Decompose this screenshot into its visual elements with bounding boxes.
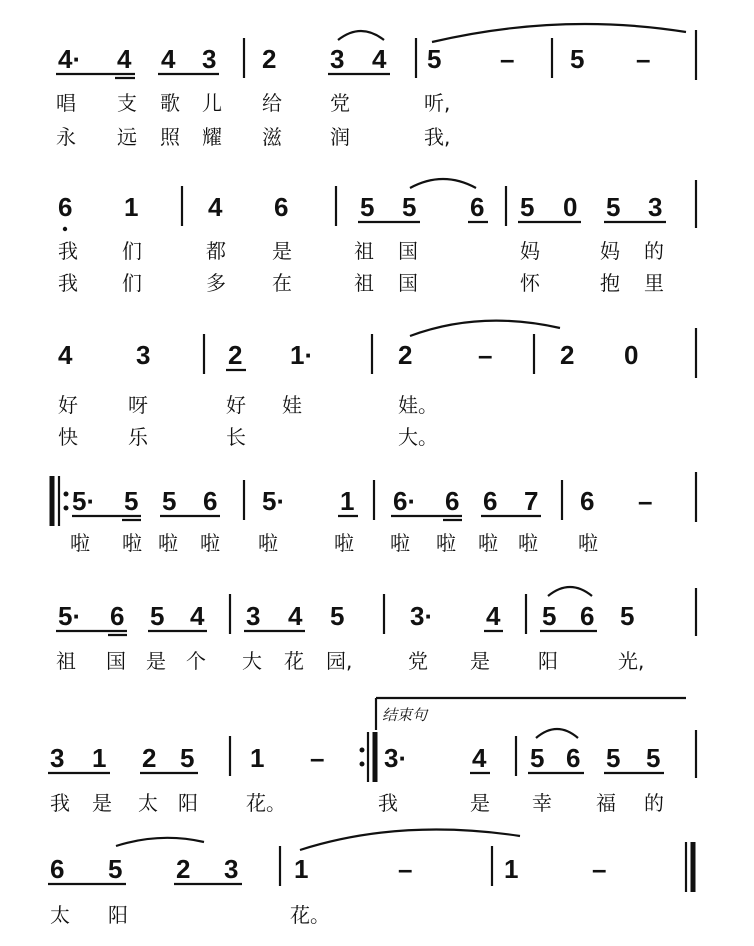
note: 5· [58,601,82,631]
lyric: 滋 [262,125,282,149]
score-row-7 [48,830,693,927]
note: – [310,743,325,773]
note: 4 [372,44,387,74]
lyric: 里 [644,271,664,295]
note: 6 [58,192,73,222]
lyric: 妈 [520,239,540,263]
slur [300,830,520,850]
lyric: 是 [272,239,292,263]
note: 6 [470,192,485,222]
note: – [398,854,413,884]
slur [116,838,204,846]
lyric: 啦 [70,531,90,555]
note: 4· [58,44,82,74]
note: 5 [520,192,535,222]
note: 4 [117,44,132,74]
note: 6 [580,601,595,631]
note: 5 [330,601,345,631]
note: 5 [108,854,123,884]
slur [410,321,560,336]
lyric: 花。 [246,791,286,815]
lyric: 我 [58,239,78,263]
note: 3 [224,854,239,884]
lyric: 我 [378,791,398,815]
note: 1 [340,486,355,516]
note: 6 [483,486,498,516]
repeat-dot [64,506,69,511]
note: 6 [203,486,218,516]
note: 5 [646,743,661,773]
note: – [478,340,493,370]
note: 5 [427,44,442,74]
note: – [500,44,515,74]
lyric: 多 [206,271,226,295]
note: 5 [180,743,195,773]
lyric: 啦 [390,531,410,555]
note: – [638,486,653,516]
note: 4 [161,44,176,74]
note: 6 [445,486,460,516]
note: 2 [142,743,157,773]
lyric: 幸 [532,791,552,815]
note: 5 [162,486,177,516]
note: 6 [274,192,289,222]
note: 7 [524,486,539,516]
lyric: 啦 [122,531,142,555]
score-row-1 [56,24,696,149]
lyric: 太 [138,791,158,815]
lyric: 耀 [202,125,222,149]
note: 3 [330,44,345,74]
lyric: 大 [242,649,262,673]
lyric: 给 [262,91,282,115]
slur [536,729,578,738]
lyric: 花 [284,649,304,673]
lyric: 支 [117,91,137,115]
lyric: 照 [160,125,180,149]
lyric: 啦 [258,531,278,555]
lyric: 呀 [128,393,148,417]
lyric: 啦 [436,531,456,555]
note: 5 [150,601,165,631]
note: 4 [58,340,73,370]
lyric: 花。 [290,903,330,927]
note: 5· [262,486,286,516]
note: 6 [566,743,581,773]
ending-marking: 结束句 [382,706,428,724]
lyric: 祖 [354,271,374,295]
lyric: 啦 [518,531,538,555]
slur [410,179,476,188]
lyric: 啦 [578,531,598,555]
repeat-dot [360,762,365,767]
note: 5 [402,192,417,222]
note: 5 [606,192,621,222]
lyric: 啦 [158,531,178,555]
note: 1 [294,854,309,884]
note: 5 [530,743,545,773]
lyric: 光, [618,649,645,673]
lyric: 唱 [56,91,76,115]
lyric: 我 [58,271,78,295]
note: 2 [228,340,243,370]
note: 2 [176,854,191,884]
lyric: 长 [226,425,246,449]
note: 3 [648,192,663,222]
note: 5 [620,601,635,631]
lyric: 是 [146,649,166,673]
note: 6 [580,486,595,516]
lyric: 是 [92,791,112,815]
lyric: 党 [330,91,350,115]
note: 3· [384,743,408,773]
lyric: 啦 [200,531,220,555]
lyric: 我, [424,125,451,149]
lyric: 的 [644,239,664,263]
lyric: 阳 [108,903,128,927]
lyric: 怀 [520,271,540,295]
note: 1 [250,743,265,773]
note: 2 [398,340,413,370]
lyric: 阳 [178,791,198,815]
note: 4 [208,192,223,222]
slur [338,31,384,40]
lyric: 好 [58,393,78,417]
note: 5 [360,192,375,222]
lyric: 歌 [160,91,180,115]
lyric: 娃 [282,393,302,417]
lyric: 国 [398,271,418,295]
note: 5 [124,486,139,516]
lyric: 个 [186,649,206,673]
note: 3 [246,601,261,631]
lyric: 我 [50,791,70,815]
note: 3 [202,44,217,74]
note: 1 [504,854,519,884]
note: – [592,854,607,884]
lyric: 娃。 [398,393,438,417]
note: 6 [110,601,125,631]
lyric: 党 [408,649,428,673]
lyric: 远 [117,125,137,149]
note: 1 [92,743,107,773]
note: 4 [288,601,303,631]
lyric: 润 [330,125,350,149]
lyric: 大。 [398,425,438,449]
note: 2 [262,44,277,74]
note: 3 [50,743,65,773]
lyric: 乐 [128,425,148,449]
lyric: 们 [122,271,142,295]
slur [548,587,592,596]
lyric: 啦 [478,531,498,555]
lyric: 祖 [56,649,76,673]
note: 4 [190,601,205,631]
score-row-2 [58,179,696,295]
score-row-6 [48,698,696,815]
lyric: 儿 [202,91,222,115]
note: 0 [624,340,639,370]
lyric: 快 [58,425,78,449]
note: 5 [570,44,585,74]
lyric: 国 [398,239,418,263]
score-row-5 [56,587,696,673]
lyric: 的 [644,791,664,815]
note: 6· [393,486,417,516]
lyric: 是 [470,791,490,815]
note: 0 [563,192,578,222]
note: 5· [72,486,96,516]
lyric: 国 [106,649,126,673]
score-row-3 [58,321,696,449]
repeat-dot [360,748,365,753]
lyric: 啦 [334,531,354,555]
note: 5 [606,743,621,773]
note: 5 [542,601,557,631]
note: 2 [560,340,575,370]
repeat-dot [64,492,69,497]
lyric: 妈 [600,239,620,263]
slur [432,24,686,42]
lyric: 是 [470,649,490,673]
note: 6 [50,854,65,884]
note: 3· [410,601,434,631]
note: 4 [486,601,501,631]
note: – [636,44,651,74]
lyric: 祖 [354,239,374,263]
lyric: 园, [326,649,353,673]
note: 4 [472,743,487,773]
lyric: 们 [122,239,142,263]
low-octave-dot [63,227,67,231]
note: 3 [136,340,151,370]
lyric: 听, [424,91,451,115]
note: 1 [124,192,139,222]
lyric: 太 [50,903,70,927]
note: 1· [290,340,314,370]
lyric: 阳 [538,649,558,673]
lyric: 好 [226,393,246,417]
lyric: 都 [206,239,226,263]
lyric: 永 [56,125,76,149]
lyric: 在 [272,271,292,295]
score-row-4 [52,472,696,555]
lyric: 抱 [600,271,620,295]
lyric: 福 [596,791,616,815]
